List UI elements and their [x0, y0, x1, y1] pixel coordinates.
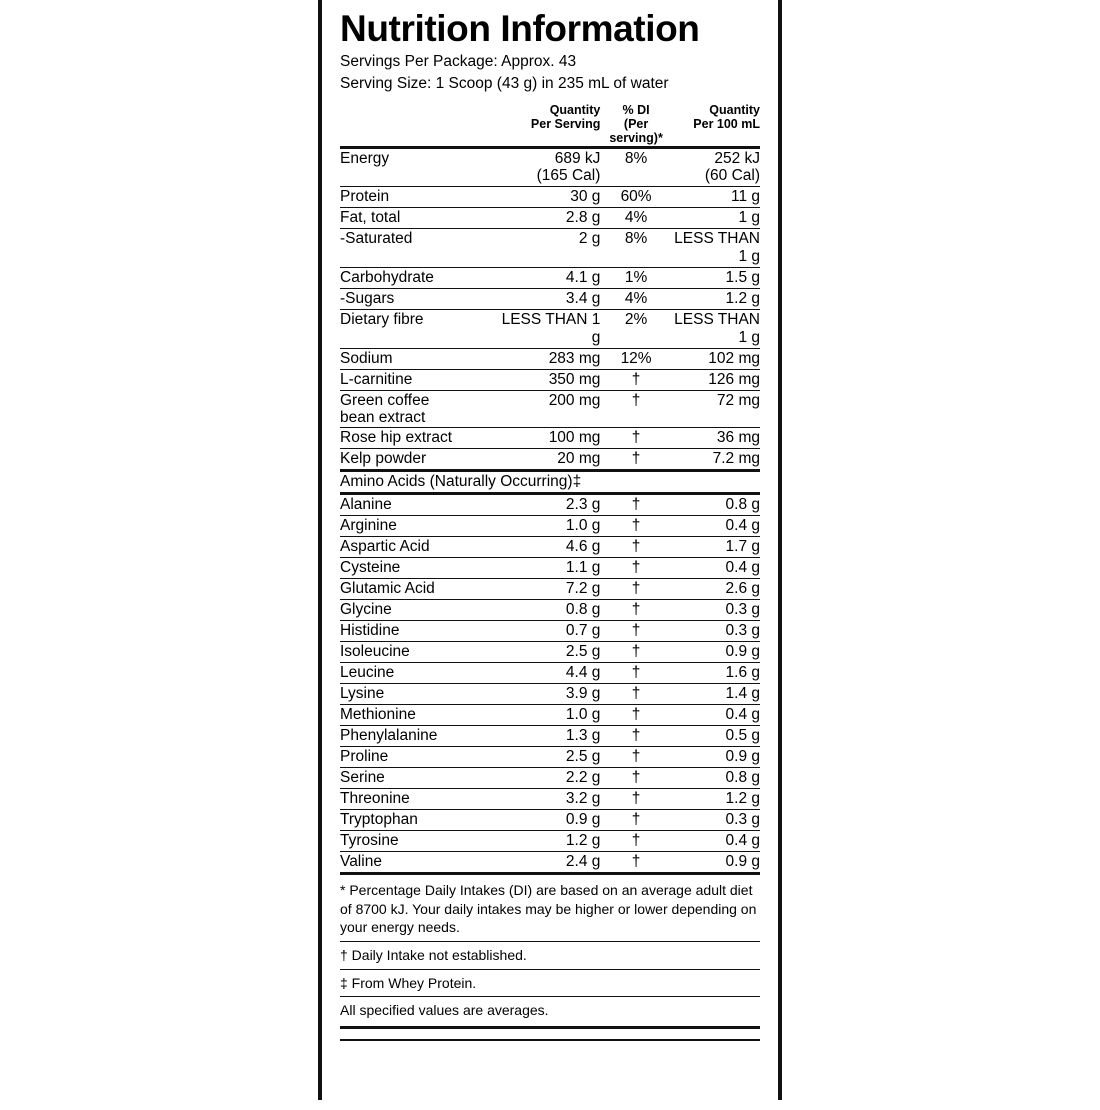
amino-per-100ml: 0.3 g	[672, 810, 760, 831]
table-row	[340, 449, 760, 471]
row-di: †	[600, 449, 671, 471]
amino-label: Methionine	[340, 705, 495, 726]
row-per-serving: 350 mg	[495, 369, 600, 390]
row-di: †	[600, 428, 671, 449]
table-row	[340, 267, 760, 288]
serving-size: Serving Size: 1 Scoop (43 g) in 235 mL of water	[340, 75, 669, 93]
row-label: -Sugars	[340, 288, 495, 309]
amino-label: Histidine	[340, 621, 495, 642]
amino-per-100ml: 0.4 g	[672, 705, 760, 726]
row-per-serving: 20 mg	[495, 449, 600, 471]
amino-di: †	[600, 600, 671, 621]
column-header-di: % DI (Per serving)*	[609, 102, 663, 145]
column-header-per-serving: Quantity Per Serving	[530, 102, 601, 131]
row-di: 2%	[600, 309, 671, 348]
table-row	[340, 147, 760, 186]
amino-acids-title: Amino Acids (Naturally Occurring)‡	[340, 471, 760, 494]
amino-label: Alanine	[340, 494, 495, 516]
row-di: 4%	[600, 207, 671, 228]
servings-per-package: Servings Per Package: Approx. 43	[340, 52, 577, 70]
amino-label: Glycine	[340, 600, 495, 621]
amino-di: †	[600, 579, 671, 600]
nutrition-table	[340, 102, 760, 875]
row-per-100ml: 7.2 mg	[672, 449, 760, 471]
amino-di: †	[600, 516, 671, 537]
page-title: Nutrition Information	[340, 8, 700, 49]
amino-per-100ml: 0.3 g	[672, 621, 760, 642]
amino-label: Lysine	[340, 684, 495, 705]
nutrition-panel	[318, 0, 782, 1100]
amino-per-100ml: 0.8 g	[672, 494, 760, 516]
amino-per-serving: 1.2 g	[495, 831, 600, 852]
row-per-serving: 2.8 g	[495, 207, 600, 228]
amino-per-serving: 1.0 g	[495, 705, 600, 726]
row-label: Dietary fibre	[340, 309, 495, 348]
amino-di: †	[600, 705, 671, 726]
row-label: -Saturated	[340, 228, 495, 267]
row-per-100ml: 1.5 g	[672, 267, 760, 288]
footnote-daily-intake: * Percentage Daily Intakes (DI) are based on an average adult diet of 8700 kJ. Your daily intakes may be higher or lower depending on your energy needs.	[340, 882, 757, 936]
row-di: †	[600, 369, 671, 390]
amino-label: Leucine	[340, 663, 495, 684]
amino-per-100ml: 0.9 g	[672, 642, 760, 663]
row-per-100ml: 1 g	[672, 207, 760, 228]
amino-acid-row	[340, 663, 760, 684]
amino-per-serving: 2.5 g	[495, 747, 600, 768]
row-per-100ml: 126 mg	[672, 369, 760, 390]
row-di: 12%	[600, 348, 671, 369]
amino-acid-row	[340, 537, 760, 558]
row-label: Carbohydrate	[340, 267, 495, 288]
row-label: L-carnitine	[340, 369, 495, 390]
panel-bottom-rule	[340, 1026, 760, 1029]
amino-acid-row	[340, 494, 760, 516]
amino-per-serving: 2.4 g	[495, 852, 600, 874]
table-header-row	[340, 102, 760, 148]
row-di: †	[600, 390, 671, 428]
row-per-serving: 4.1 g	[495, 267, 600, 288]
amino-per-serving: 7.2 g	[495, 579, 600, 600]
row-per-serving: 30 g	[495, 186, 600, 207]
amino-label: Serine	[340, 768, 495, 789]
table-row	[340, 428, 760, 449]
amino-label: Proline	[340, 747, 495, 768]
amino-di: †	[600, 831, 671, 852]
amino-per-serving: 3.2 g	[495, 789, 600, 810]
amino-acid-row	[340, 852, 760, 874]
footnote-double-dagger: ‡ From Whey Protein.	[340, 969, 760, 993]
amino-per-100ml: 0.5 g	[672, 726, 760, 747]
row-per-100ml: 1.2 g	[672, 288, 760, 309]
table-row	[340, 186, 760, 207]
row-per-100ml: LESS THAN 1 g	[672, 309, 760, 348]
table-row	[340, 228, 760, 267]
amino-di: †	[600, 768, 671, 789]
row-per-100ml: LESS THAN 1 g	[672, 228, 760, 267]
row-per-100ml: 11 g	[672, 186, 760, 207]
amino-per-100ml: 0.3 g	[672, 600, 760, 621]
footnotes	[340, 877, 760, 1020]
row-label: Energy	[340, 147, 495, 186]
row-label: Fat, total	[340, 207, 495, 228]
amino-per-100ml: 0.4 g	[672, 558, 760, 579]
amino-di: †	[600, 684, 671, 705]
amino-per-serving: 3.9 g	[495, 684, 600, 705]
row-per-100ml: 72 mg	[672, 390, 760, 428]
amino-per-100ml: 1.2 g	[672, 789, 760, 810]
row-per-serving: 200 mg	[495, 390, 600, 428]
row-per-100ml: 252 kJ (60 Cal)	[672, 147, 760, 186]
row-per-100ml: 36 mg	[672, 428, 760, 449]
amino-di: †	[600, 726, 671, 747]
amino-acid-row	[340, 747, 760, 768]
table-row	[340, 288, 760, 309]
amino-per-serving: 2.5 g	[495, 642, 600, 663]
row-label: Sodium	[340, 348, 495, 369]
amino-per-100ml: 0.9 g	[672, 747, 760, 768]
amino-per-serving: 4.6 g	[495, 537, 600, 558]
amino-acid-row	[340, 642, 760, 663]
amino-per-serving: 1.3 g	[495, 726, 600, 747]
table-row	[340, 309, 760, 348]
row-label: Rose hip extract	[340, 428, 495, 449]
amino-per-serving: 2.3 g	[495, 494, 600, 516]
table-bottom-rule-cell	[340, 874, 760, 876]
amino-acids-section-heading	[340, 471, 760, 494]
amino-label: Tyrosine	[340, 831, 495, 852]
amino-per-100ml: 2.6 g	[672, 579, 760, 600]
amino-di: †	[600, 852, 671, 874]
amino-label: Aspartic Acid	[340, 537, 495, 558]
amino-label: Glutamic Acid	[340, 579, 495, 600]
amino-per-serving: 2.2 g	[495, 768, 600, 789]
table-row	[340, 390, 760, 428]
amino-acid-row	[340, 684, 760, 705]
amino-per-100ml: 1.4 g	[672, 684, 760, 705]
amino-di: †	[600, 621, 671, 642]
row-label: Kelp powder	[340, 449, 495, 471]
row-di: 8%	[600, 228, 671, 267]
table-row	[340, 369, 760, 390]
amino-acid-row	[340, 621, 760, 642]
row-per-serving: 689 kJ (165 Cal)	[495, 147, 600, 186]
amino-per-100ml: 1.6 g	[672, 663, 760, 684]
amino-per-serving: 0.7 g	[495, 621, 600, 642]
row-label: Protein	[340, 186, 495, 207]
amino-per-serving: 0.8 g	[495, 600, 600, 621]
amino-acid-row	[340, 789, 760, 810]
row-di: 4%	[600, 288, 671, 309]
amino-label: Arginine	[340, 516, 495, 537]
row-di: 60%	[600, 186, 671, 207]
amino-per-serving: 4.4 g	[495, 663, 600, 684]
amino-label: Valine	[340, 852, 495, 874]
row-label: Green coffee bean extract	[340, 390, 495, 428]
row-per-serving: 100 mg	[495, 428, 600, 449]
amino-di: †	[600, 642, 671, 663]
amino-acid-row	[340, 810, 760, 831]
amino-di: †	[600, 789, 671, 810]
amino-per-100ml: 1.7 g	[672, 537, 760, 558]
amino-label: Threonine	[340, 789, 495, 810]
row-per-serving: 3.4 g	[495, 288, 600, 309]
column-header-per-100ml: Quantity Per 100 mL	[693, 102, 760, 131]
amino-acid-row	[340, 600, 760, 621]
amino-di: †	[600, 663, 671, 684]
amino-label: Isoleucine	[340, 642, 495, 663]
amino-di: †	[600, 537, 671, 558]
amino-di: †	[600, 558, 671, 579]
amino-acid-row	[340, 558, 760, 579]
amino-label: Phenylalanine	[340, 726, 495, 747]
amino-acid-row	[340, 726, 760, 747]
row-per-serving: 283 mg	[495, 348, 600, 369]
amino-label: Cysteine	[340, 558, 495, 579]
column-header-name	[340, 102, 495, 148]
panel-bottom-rule-secondary	[340, 1039, 760, 1041]
row-per-serving: 2 g	[495, 228, 600, 267]
amino-di: †	[600, 747, 671, 768]
row-per-serving: LESS THAN 1 g	[495, 309, 600, 348]
amino-acid-row	[340, 516, 760, 537]
table-bottom-rule	[340, 874, 760, 876]
table-row	[340, 207, 760, 228]
amino-di: †	[600, 810, 671, 831]
row-di: 8%	[600, 147, 671, 186]
amino-per-100ml: 0.9 g	[672, 852, 760, 874]
amino-per-100ml: 0.8 g	[672, 768, 760, 789]
amino-acid-row	[340, 705, 760, 726]
amino-per-100ml: 0.4 g	[672, 516, 760, 537]
amino-di: †	[600, 494, 671, 516]
amino-per-100ml: 0.4 g	[672, 831, 760, 852]
amino-acid-row	[340, 768, 760, 789]
amino-acid-row	[340, 579, 760, 600]
table-row	[340, 348, 760, 369]
row-di: 1%	[600, 267, 671, 288]
amino-per-serving: 0.9 g	[495, 810, 600, 831]
amino-acid-row	[340, 831, 760, 852]
amino-label: Tryptophan	[340, 810, 495, 831]
amino-per-serving: 1.1 g	[495, 558, 600, 579]
footnote-dagger: † Daily Intake not established.	[340, 941, 760, 965]
amino-per-serving: 1.0 g	[495, 516, 600, 537]
row-per-100ml: 102 mg	[672, 348, 760, 369]
footnote-averages: All specified values are averages.	[340, 996, 760, 1020]
